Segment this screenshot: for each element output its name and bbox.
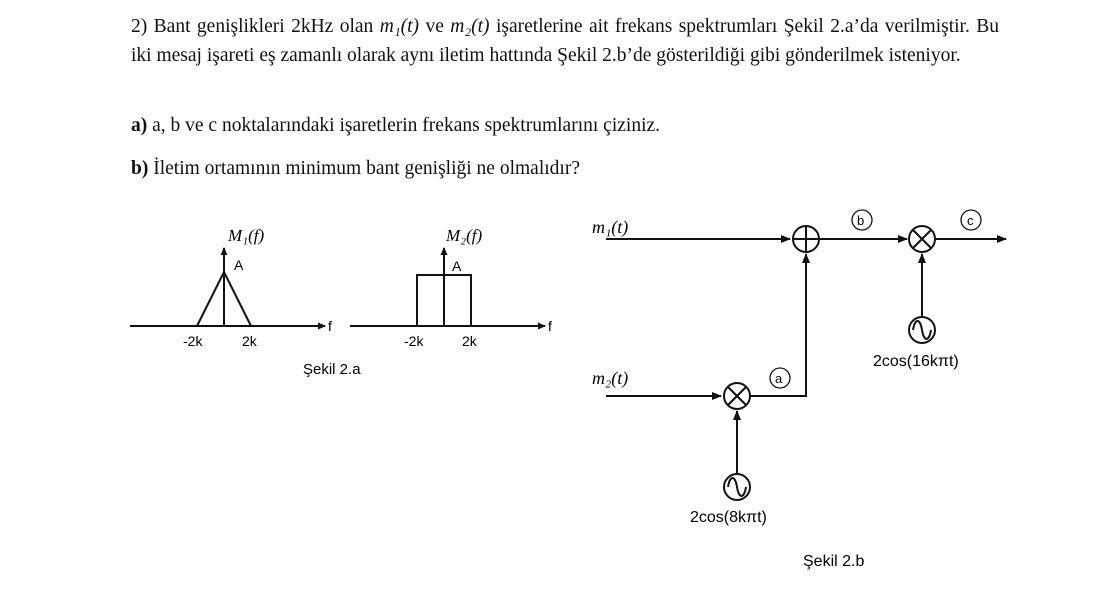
m2-pos-tick: 2k xyxy=(462,333,477,349)
m2-neg-tick: -2k xyxy=(404,333,424,349)
problem-intro-1: Bant genişlikleri 2kHz olan xyxy=(153,16,374,37)
oscillator-1-label: 2cos(8kπt) xyxy=(690,509,767,526)
oscillator-1-icon xyxy=(724,474,750,500)
figure-2b-caption: Şekil 2.b xyxy=(803,553,865,570)
question-b-text: İletim ortamının minimum bant genişliği ne olmalıdır? xyxy=(153,158,580,179)
m2-axis-label: f xyxy=(548,318,552,334)
m1-symbol: m₁(t) xyxy=(379,16,420,37)
mixer-1-icon xyxy=(724,383,750,409)
question-b-label: b) xyxy=(131,158,149,179)
point-c-label: c xyxy=(967,213,974,228)
m1-input-label: m₁(t) xyxy=(592,217,629,237)
point-a-label: a xyxy=(775,371,783,386)
m2-symbol: m₂(t) xyxy=(450,16,490,37)
question-a-text: a, b ve c noktalarındaki işaretlerin frekans spektrumlarını çiziniz. xyxy=(152,115,661,136)
m2-spectrum-label: M₂(f) xyxy=(446,226,483,245)
m1-spectrum-label: M₁(f) xyxy=(228,226,265,245)
mixer-2-icon xyxy=(909,226,935,252)
m1-neg-tick: -2k xyxy=(183,333,203,349)
m1-spectrum-plot xyxy=(130,248,325,326)
point-b-label: b xyxy=(857,213,865,228)
oscillator-2-icon xyxy=(909,317,935,343)
problem-intro-2: işaretlerine ait frekans spektrumları Şekil 2.a’da verilmiştir. Bu iki mesaj işareti eş zamanlı olarak aynı iletim hattında Şekil 2.b’de gösterildiği gibi gönderilmek isteniyor. xyxy=(131,16,1000,66)
m1-pos-tick: 2k xyxy=(242,333,257,349)
m2-spectrum-plot xyxy=(350,248,545,326)
problem-number: 2) xyxy=(131,16,148,37)
adder-icon xyxy=(793,226,819,252)
question-a-label: a) xyxy=(131,115,148,136)
m1-amplitude-label: A xyxy=(234,257,244,273)
m2-input-label: m₂(t) xyxy=(592,368,629,388)
m1-axis-label: f xyxy=(328,318,332,334)
oscillator-2-label: 2cos(16kπt) xyxy=(873,353,959,370)
conjunction: ve xyxy=(425,16,444,37)
m2-amplitude-label: A xyxy=(452,258,462,274)
figure-2a-caption: Şekil 2.a xyxy=(303,361,361,378)
